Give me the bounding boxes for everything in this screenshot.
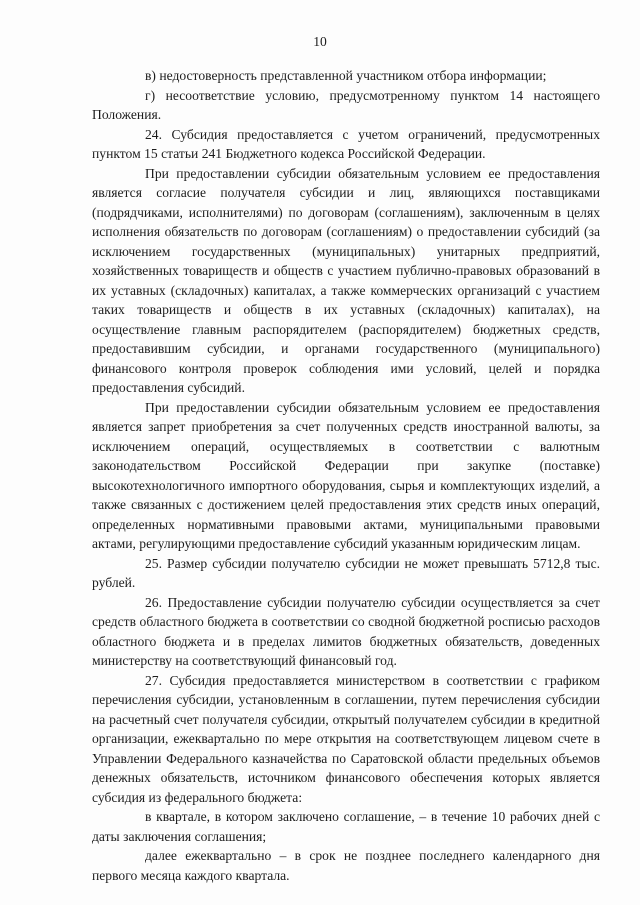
paragraph-following-quarters: далее ежеквартально – в срок не позднее последнего календарного дня первого месяца каждого квартала. bbox=[92, 848, 600, 883]
paragraph-clause-25: 25. Размер субсидии получателю субсидии не может превышать 5712,8 тыс. рублей. bbox=[92, 555, 600, 590]
paragraph-first-quarter: в квартале, в котором заключено соглашение, – в течение 10 рабочих дней с даты заключения соглашения; bbox=[92, 809, 600, 844]
document-body bbox=[92, 66, 600, 885]
paragraph-clause-27: 27. Субсидия предоставляется министерством в соответствии с графиком перечисления субсидии, установленным в соглашении, путем перечисления субсидии на расчетный счет получателя субсидии, открытый получателем субсидии в кредитной организации, ежеквартально по мере открытия на соответствующем лицевом счете в Управлении Федерального казначейства по Саратовской области предельных объемов денежных обязательств, источником финансового обеспечения которых является субсидия из федерального бюджета: bbox=[92, 672, 600, 805]
paragraph-consent-condition: При предоставлении субсидии обязательным условием ее предоставления является согласие получателя субсидии и лиц, являющихся поставщиками (подрядчиками, исполнителями) по договорам (соглашениям), заключенным в целях исполнения обязательств по договорам (соглашениям) о предоставлении субсидий (за исключением государственных (муниципальных) унитарных предприятий, хозяйственных товариществ и обществ с участием публично-правовых образований в их уставных (складочных) капиталах, а также коммерческих организаций с участием таких товариществ и обществ в их уставных (складочных) капиталах), на осуществление главным распорядителем (распорядителем) бюджетных средств, предоставившим субсидии, и органами государственного (муниципального) финансового контроля проверок соблюдения ими условий, целей и порядка предоставления субсидий. bbox=[92, 165, 600, 395]
paragraph-clause-24: 24. Субсидия предоставляется с учетом ограничений, предусмотренных пунктом 15 статьи 241 Бюджетного кодекса Российской Федерации. bbox=[92, 126, 600, 161]
paragraph-clause-26: 26. Предоставление субсидии получателю субсидии осуществляется за счет средств областного бюджета в соответствии со сводной бюджетной росписью расходов областного бюджета и в пределах лимитов бюджетных обязательств, доведенных министерству на соответствующий финансовый год. bbox=[92, 594, 600, 668]
paragraph-item-v: в) недостоверность представленной участником отбора информации; bbox=[145, 68, 547, 83]
paragraph-currency-ban: При предоставлении субсидии обязательным условием ее предоставления является запрет приобретения за счет полученных средств иностранной валюты, за исключением операций, осуществляемых в соответствии с валютным законодательством Российской Федерации при закупке (поставке) высокотехнологичного импортного оборудования, сырья и комплектующих изделий, а также связанных с достижением целей предоставления этих средств иных операций, определенных нормативными правовыми актами, муниципальными правовыми актами, регулирующими предоставление субсидий указанным юридическим лицам. bbox=[92, 399, 600, 551]
page-number: 10 bbox=[313, 34, 327, 49]
paragraph-item-g: г) несоответствие условию, предусмотренному пунктом 14 настоящего Положения. bbox=[92, 87, 600, 122]
